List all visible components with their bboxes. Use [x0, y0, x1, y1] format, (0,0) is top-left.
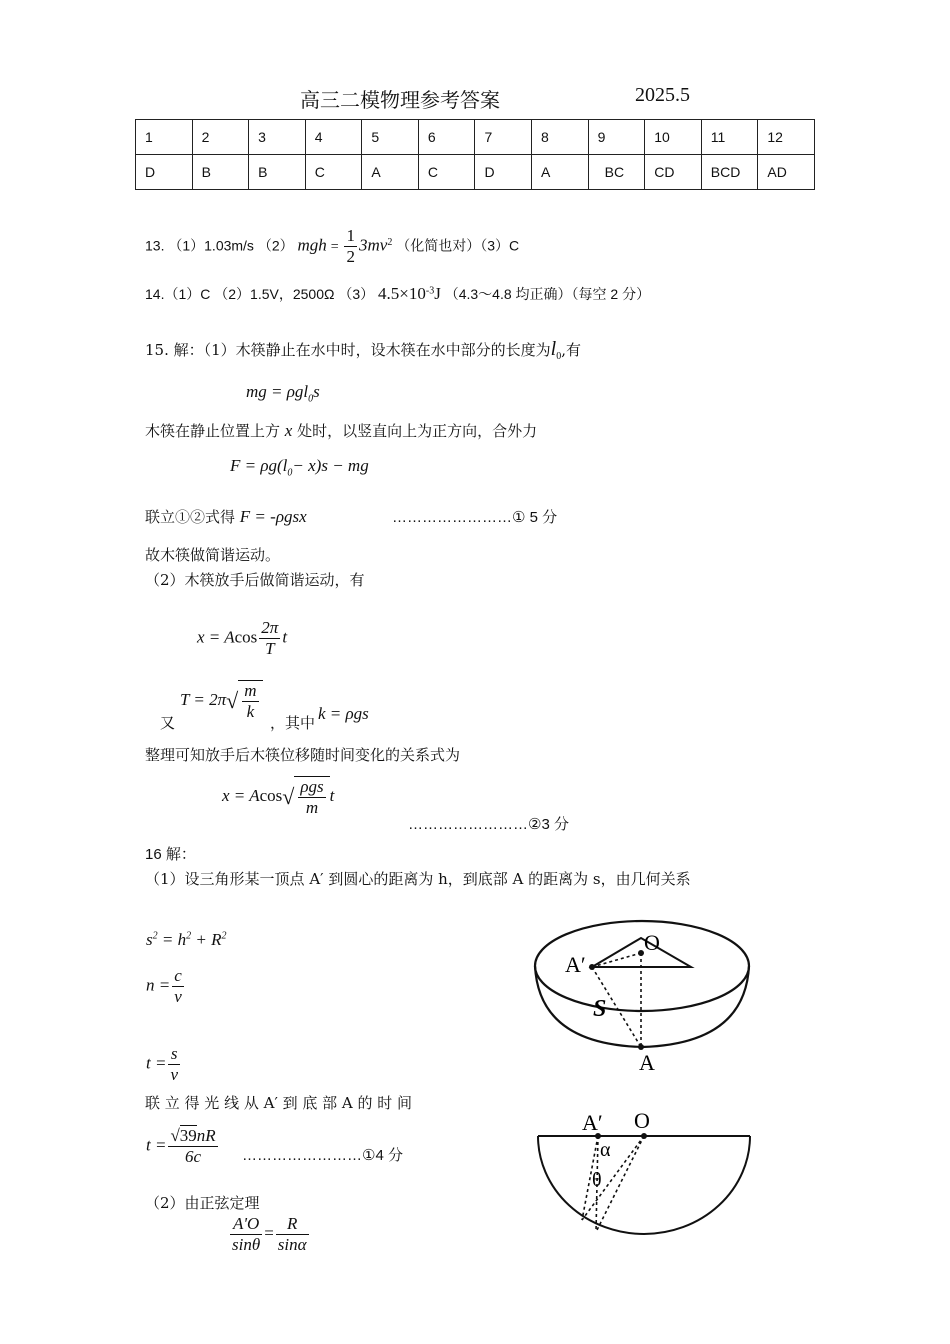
table-cell: 1 [136, 120, 193, 155]
q16-eq3-den: v [170, 1065, 178, 1084]
q16-title: 16 解： [145, 846, 196, 863]
exam-date: 2025.5 [635, 84, 690, 106]
q16-eq3 [146, 1044, 182, 1085]
q16-eq5-frac1 [230, 1214, 262, 1255]
q16-eq1-c: + R [191, 930, 222, 949]
q13-text: 13. （1）1.03m/s （2） [145, 237, 294, 254]
q15-line3-a: 联立①②式得 [145, 508, 236, 526]
q15-eq5-a: x = A [222, 785, 260, 805]
table-cell: 10 [645, 120, 702, 155]
q15-eq4-num: m [244, 681, 257, 700]
q16-eq3-frac [168, 1044, 180, 1085]
q15-eq5-t: t [329, 785, 335, 805]
q15-intro-end: ,有 [561, 341, 582, 359]
q15-line4: 故木筷做简谐运动。 [145, 546, 281, 564]
q16-eq2-frac [172, 966, 184, 1007]
q14-note: （4.3～4.8 均正确）（每空 2 分） [444, 286, 651, 302]
q16-eq1-sup3: 2 [221, 930, 227, 942]
label-alpha: α [600, 1139, 611, 1161]
q16-eq5-num: A'O [230, 1214, 262, 1235]
table-cell: BCD [701, 155, 758, 190]
q16-eq4-num [168, 1126, 217, 1147]
q15-eq4-k: k = ρgs [318, 704, 369, 723]
label-theta: θ [592, 1169, 602, 1191]
page-title: 高三二模物理参考答案 [300, 90, 500, 112]
label-a: A [639, 1050, 655, 1075]
figure-hemisphere-bowl [525, 912, 760, 1082]
q15-eq3-t: t [282, 627, 288, 647]
q14-exp: -3 [425, 285, 435, 297]
table-cell: 8 [532, 120, 589, 155]
q15-you: 又 [160, 714, 176, 732]
table-cell: 12 [758, 120, 815, 155]
sqrt-sign: √ [170, 1126, 180, 1145]
q15-eq5 [222, 776, 334, 818]
question-number-row [136, 120, 815, 155]
table-cell: D [136, 155, 193, 190]
q16-eq3-num: s [168, 1044, 180, 1065]
q15-eq5-num: ρgs [300, 777, 324, 796]
q15-eq5-cos: cos [259, 785, 283, 805]
label-s: S [593, 996, 607, 1022]
q13-line [145, 222, 519, 269]
q16-eq2-a: n = [146, 975, 171, 995]
q15-line2 [145, 420, 537, 441]
q15-eq5-den: m [305, 798, 319, 817]
table-cell: A [532, 155, 589, 190]
answer-table [135, 119, 815, 190]
label-a-prime: A′ [565, 952, 586, 977]
q16-eq1 [146, 930, 226, 950]
q15-eq3 [197, 618, 287, 659]
q15-eq4-den: k [246, 702, 255, 721]
q15-score-1: ……………………① 5 分 [392, 509, 558, 526]
q14-value: 4.5×10 [378, 284, 426, 303]
q16-eq4-a: t = [146, 1135, 167, 1155]
q16-eq2 [146, 966, 186, 1007]
q15-eq2 [230, 456, 369, 478]
q16-eq1-b: = h [157, 930, 187, 949]
table-cell: 11 [701, 120, 758, 155]
q14-line [145, 284, 650, 304]
label-a-prime: A′ [582, 1110, 603, 1135]
q16-eq4-frac [168, 1126, 217, 1167]
q16-eq4-root: 39 [179, 1126, 197, 1145]
q15-eq1-sub: 0 [308, 393, 314, 405]
table-cell: AD [758, 155, 815, 190]
q14-unit: J [434, 284, 441, 303]
table-cell: 9 [588, 120, 645, 155]
q15-eq1 [246, 382, 320, 404]
q15-eq3-cos: cos [234, 627, 258, 647]
q13-note: （化简也对）（3）C [396, 237, 520, 254]
q15-where: ，其中 [270, 714, 316, 732]
q15-line2-var: x [284, 421, 293, 440]
q15-eq3-a: x = A [197, 627, 235, 647]
q16-eq5-den: sinθ [232, 1235, 261, 1254]
q16-eq3-a: t = [146, 1053, 167, 1073]
table-cell: 4 [305, 120, 362, 155]
table-cell: CD [645, 155, 702, 190]
q16-eq4-den: 6c [185, 1147, 202, 1166]
table-cell: 3 [249, 120, 306, 155]
q15-intro [145, 338, 581, 362]
table-cell: A [362, 155, 419, 190]
q16-part1: （1）设三角形某一顶点 A′ 到圆心的距离为 h，到底部 A 的距离为 s，由几何关系 [145, 870, 691, 888]
q15-part2: （2）木筷放手后做简谐运动，有 [145, 571, 365, 589]
q16-eq5-num2: R [276, 1214, 309, 1235]
q15-eq5-root [294, 776, 329, 818]
q16-eq5-den2: sinα [277, 1235, 307, 1254]
sqrt-sign: √ [226, 688, 239, 713]
q15-line5: 整理可知放手后木筷位移随时间变化的关系式为 [145, 746, 461, 764]
q16-part2: （2）由正弦定理 [145, 1194, 260, 1212]
q15-line2-a: 木筷在静止位置上方 [145, 422, 281, 440]
q15-line3 [145, 506, 307, 527]
label-o: O [644, 930, 660, 955]
label-o: O [634, 1108, 650, 1133]
q15-eq4-a: T = 2π [180, 689, 227, 709]
q13-frac-num: 1 [346, 226, 355, 246]
q16-eq5 [228, 1214, 311, 1255]
sqrt-sign: √ [282, 784, 295, 809]
table-cell: 2 [192, 120, 249, 155]
table-cell: BC [588, 155, 645, 190]
q16-eq1-a: s [146, 930, 153, 949]
q16-eq5-eq: = [264, 1223, 274, 1243]
table-cell: 5 [362, 120, 419, 155]
table-cell: B [192, 155, 249, 190]
table-cell: B [249, 155, 306, 190]
q14-text: 14.（1）C （2）1.5V，2500Ω （3） [145, 286, 375, 302]
q13-fraction [344, 226, 357, 267]
q15-l0: l [550, 338, 557, 360]
q16-eq4 [146, 1126, 220, 1167]
q13-frac-den: 2 [346, 247, 355, 267]
q16-eq4-num-rest: nR [196, 1126, 216, 1145]
q13-eq-sup: 2 [387, 237, 393, 248]
q16-eq1-sup2: 2 [186, 930, 192, 942]
q15-line3-eq: F = -ρgsx [239, 507, 307, 526]
q16-eq5-frac2 [276, 1214, 309, 1255]
q15-eq2-a: F = ρg(l [230, 456, 288, 475]
q16-score-1: ……………………①4 分 [242, 1147, 403, 1164]
q15-eq4-root [238, 680, 262, 722]
q16-eq2-num: c [174, 966, 182, 985]
q13-eq-right: 3mv [358, 235, 388, 255]
table-cell: D [475, 155, 532, 190]
table-cell: 6 [418, 120, 475, 155]
q15-eq1-b: s [313, 382, 320, 401]
q15-eq3-num: 2π [261, 618, 279, 637]
q16-eq1-sup1: 2 [152, 930, 158, 942]
q15-eq3-den: T [265, 639, 275, 658]
table-cell: 7 [475, 120, 532, 155]
table-cell: C [418, 155, 475, 190]
table-cell: C [305, 155, 362, 190]
q15-line2-b: 处时，以竖直向上为正方向，合外力 [297, 422, 538, 440]
q15-eq1-a: mg = ρgl [246, 382, 309, 401]
answer-row [136, 155, 815, 190]
q15-eq2-b: − x)s − mg [292, 456, 369, 475]
q15-eq2-sub: 0 [287, 467, 293, 479]
q15-score-2: ……………………②3 分 [408, 816, 569, 833]
figure-semicircle-section [530, 1104, 755, 1239]
q15-eq4 [180, 680, 263, 722]
q16-eq2-den: v [174, 987, 182, 1006]
q16-line-join: 联 立 得 光 线 从 A′ 到 底 部 A 的 时 间 [145, 1094, 413, 1112]
q15-intro-text: 15. 解：（1）木筷静止在水中时，设木筷在水中部分的长度为 [145, 341, 551, 359]
q13-eq-sign: = [330, 239, 339, 255]
q15-eq3-frac [259, 618, 280, 659]
q15-l0-sub: 0 [556, 351, 562, 362]
q13-eq-left: mgh [297, 235, 327, 255]
